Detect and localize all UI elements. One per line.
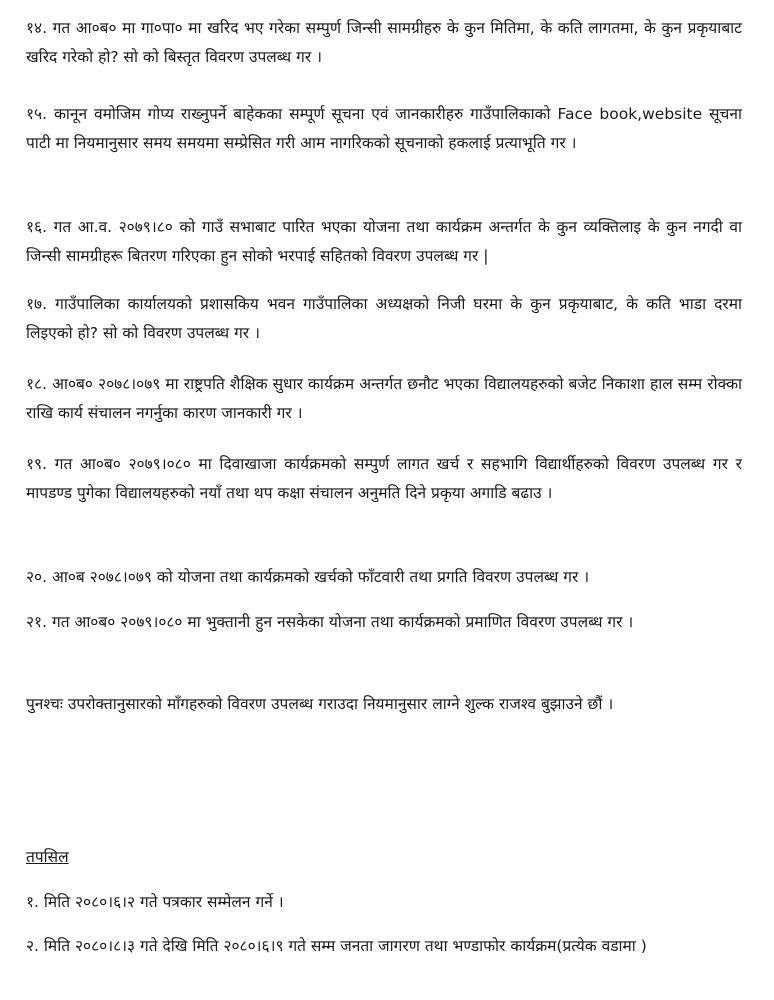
paragraph-18: १८. आ०ब० २०७८।०७९ मा राष्ट्रपति शैक्षिक सुधार कार्यक्रम अन्तर्गत छनौट भएका विद्यालयहरुको बजेट निकाशा हाल सम्म रोक्का राखि कार्य संचालन नगर्नुका कारण जानकारी गर । <box>26 375 742 422</box>
schedule-item-1: १. मिति २०८०।६।२ गते पत्रकार सम्मेलन गर्ने । <box>26 893 284 911</box>
paragraph-21: २१. गत आ०ब० २०७९।०८० मा भुक्तानी हुन नसकेका योजना तथा कार्यक्रमको प्रमाणित विवरण उपलब्ध गर । <box>26 613 634 631</box>
schedule-heading: तपसिल <box>26 848 69 866</box>
paragraph-14: १४. गत आ०ब० मा गा०पा० मा खरिद भए गरेका सम्पुर्ण जिन्सी सामग्रीहरु के कुन मितिमा, के कति लागतमा, के कुन प्रकृयाबाट खरिद गरेको हो? सो को बिस्तृत विवरण उपलब्ध गर । <box>26 19 742 66</box>
paragraph-17: १७. गाउँपालिका कार्यालयको प्रशासकिय भवन गाउँपालिका अध्यक्षको निजी घरमा के कुन प्रकृयाबाट, के कति भाडा दरमा लिइएको हो? सो को विवरण उपलब्ध गर । <box>26 295 742 342</box>
postscript-note: पुनश्चः उपरोक्तानुसारको माँगहरुको विवरण उपलब्ध गराउदा नियमानुसार लाग्ने शुल्क राजश्व बुझाउने छौं । <box>26 695 614 713</box>
paragraph-19: १९. गत आ०ब० २०७९।०८० मा दिवाखाजा कार्यक्रमको सम्पुर्ण लागत खर्च र सहभागि विद्यार्थीहरुको विवरण उपलब्ध गर र मापडण्ड पुगेका विद्यालयहरुको नयाँ तथा थप कक्षा संचालन अनुमति दिने प्रकृया अगाडि बढाउ । <box>26 455 742 502</box>
paragraph-20: २०. आ०ब २०७८।०७९ को योजना तथा कार्यक्रमको खर्चको फाँटवारी तथा प्रगति विवरण उपलब्ध गर । <box>26 568 590 586</box>
schedule-item-2: २. मिति २०८०।८।३ गते देखि मिति २०८०।६।९ गते सम्म जनता जागरण तथा भण्डाफोर कार्यक्रम(प्रत्येक वडामा ) <box>26 937 647 955</box>
paragraph-16: १६. गत आ.व. २०७९।८० को गाउँ सभाबाट पारित भएका योजना तथा कार्यक्रम अन्तर्गत के कुन व्यक्तिलाइ के कुन नगदी वा जिन्सी सामग्रीहरू बितरण गरिएका हुन सोको भरपाई सहितको विवरण उपलब्ध गर | <box>26 218 742 265</box>
paragraph-15: १५. कानून वमोजिम गोप्य राख्नुपर्ने बाहेकका सम्पूर्ण सूचना एवं जानकारीहरु गाउँपालिकाको Face book,website सूचना पाटी मा नियमानुसार समय समयमा सम्प्रेसित गरी आम नागरिकको सूचनाको हकलाई प्रत्याभूति गर । <box>26 105 742 152</box>
